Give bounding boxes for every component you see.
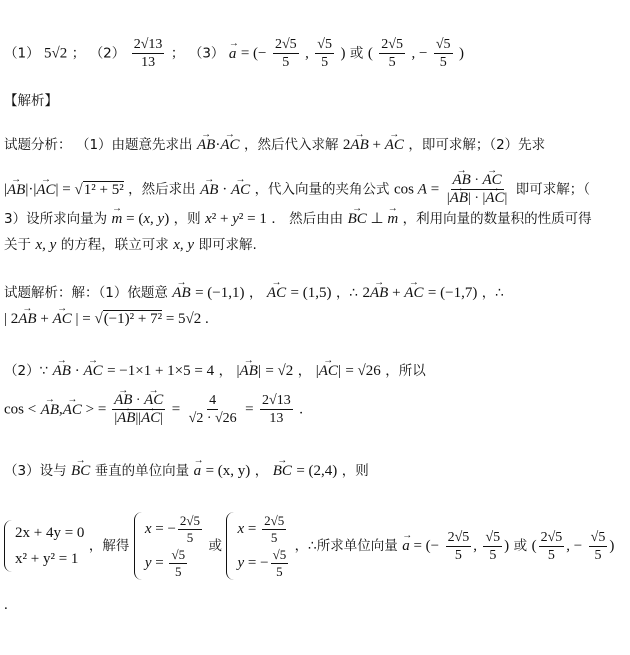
analysis-line-3: 3）设所求向量为 → m = (x, y) ，则 x² + y² = 1 ． 然后由由 → BC ⊥ → m ，利用向量的数量积的性质可得 (4, 210, 592, 228)
separator: ； (71, 45, 86, 62)
or-text: 或 (349, 45, 364, 62)
solution-part2-line-1: （2）∵ → AB · → AC = −1×1 + 1×5 = 4 ， |→ AB| = √2 ， |→ AC| = √26 ，所以 (4, 362, 426, 380)
solution-label: 试题解析：解：（1）依题意 (4, 285, 168, 301)
answer-1-value: 5√2 (44, 45, 68, 62)
solution-line-1: 试题解析：解：（1）依题意 → AB = (−1,1) ， → AC = (1,5) ，∴ 2→ AB + → AC = (−1,7) ，∴ (4, 284, 504, 302)
equation-system: 2x + 4y = 0 x² + y² = 1 (4, 520, 84, 572)
solution-part2-line-2: cos < → AB,→ AC > = → $\frac{AB \cdot \to AC}{|\to AB||\to AC|}$ = $\frac{4}{√2 \cdot √26}$ = $\frac{2√13}{13}$ . (4, 392, 303, 427)
analysis-line-2: |→ AB|·|→ AC| = √ 1² + 5² ，然后求出 → AB · → AC ，代入向量的夹角公式 cos A = → $\frac{AB \cdot \to AC}{|\to AB| \cdot |\to AC|}$ 即可求解；（ (4, 172, 590, 207)
answer-1-label: （1） (4, 45, 40, 62)
solution-line-2: | 2→ AB + → AC | = √ (−1)² + 7² = 5√2 . (4, 310, 209, 328)
analysis-line-4: 关于 x, y 的方程，联立可求 x, y 即可求解. (4, 237, 257, 253)
answers-line: （1） 5√2 ； （2） $\frac{2√13}{13}$ ； （3） → a = (− $\frac{2√5}{5}$ , $\frac{√5}{5}$ ) 或 ( $\frac{2√5}{5}$ , − $\frac{√5}{5}$ ) (4, 36, 464, 71)
solution-system-1: x = − $\frac{2√5}{5}$ y = $\frac{√5}{5}$ (134, 512, 204, 580)
section-heading: 【解析】 (4, 93, 58, 109)
answer-2-fraction: $\frac{2√13}{13}$ (133, 37, 163, 70)
solution-part3-line-1: （3）设与 → BC 垂直的单位向量 → a = (x, y) ， → BC = (2,4) ，则 (4, 462, 369, 480)
analysis-label: 试题分析： (4, 137, 72, 153)
answer-2-label: （2） (89, 45, 126, 62)
analysis-line-1: 试题分析： （1）由题意先求出 → AB·→ AC ，然后代入求解 2→ AB + → AC ，即可求解；（2）先求 (4, 136, 545, 154)
final-period: . (4, 597, 8, 613)
solution-part3-line-2: 2x + 4y = 0 x² + y² = 1 ，解得 x = − $\frac{2√5}{5}$ y = $\frac{√5}{5}$ 或 x = $\frac{2√5}{5}$ y = − $\frac{√5}{5}$ ，∴所求单位向量 → a = (− $\frac{2√5}{5}$ , $\frac{√5}{5}$ ) 或 ( $\frac{2√5}{5}$ , − $\frac{√5}{5}$ ) (4, 512, 614, 580)
answer-3-label: （3） (188, 45, 225, 62)
vector-a: → a (229, 45, 237, 63)
solution-system-2: x = $\frac{2√5}{5}$ y = − $\frac{√5}{5}$ (226, 512, 290, 580)
separator: ； (170, 45, 185, 62)
